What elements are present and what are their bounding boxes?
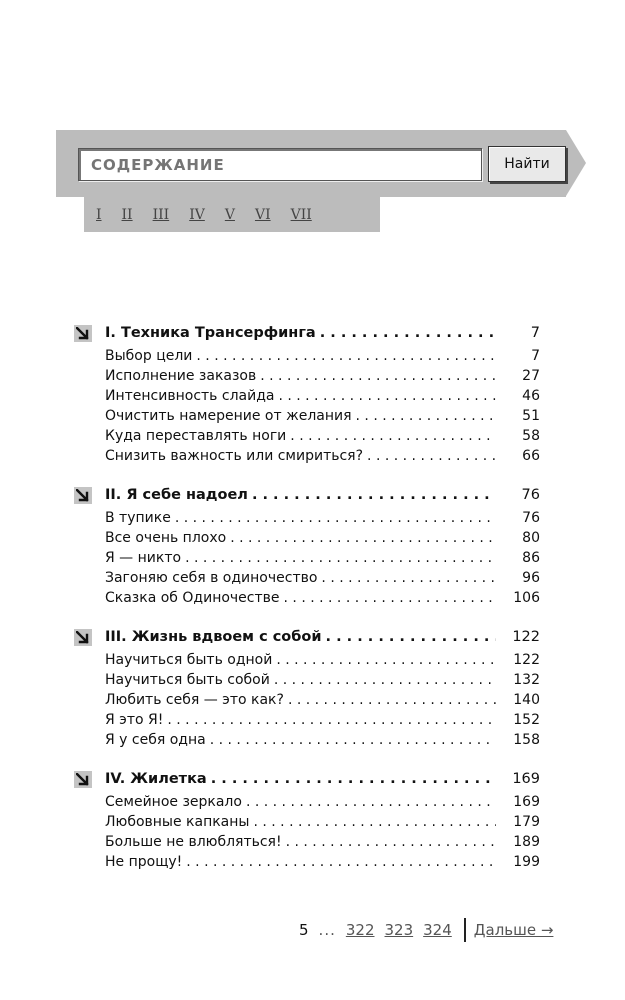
entry-title: Я это Я! xyxy=(105,712,164,728)
entry-title: Куда переставлять ноги xyxy=(105,428,287,444)
chapter-link-3[interactable]: III xyxy=(152,206,170,223)
page-number: 122 xyxy=(512,629,540,645)
leader-dots xyxy=(246,792,496,812)
page-number: 96 xyxy=(522,570,540,586)
toc-entry-row[interactable] xyxy=(72,690,540,710)
page-number: 7 xyxy=(530,325,540,341)
chapter-link-2[interactable]: II xyxy=(121,206,133,223)
entry-title: Выбор цели xyxy=(105,348,193,364)
leader-dots xyxy=(320,322,496,344)
chapter-link-4[interactable]: IV xyxy=(189,206,205,223)
leader-dots xyxy=(230,528,496,548)
leader-dots xyxy=(252,484,496,506)
pagination-ellipsis: ... xyxy=(318,921,336,939)
leader-dots xyxy=(260,366,496,386)
page-number: 86 xyxy=(522,550,540,566)
entry-title: Научиться быть собой xyxy=(105,672,270,688)
arrow-down-right-icon xyxy=(74,771,92,788)
entry-title: Очистить намерение от желания xyxy=(105,408,352,424)
toc-section xyxy=(72,322,540,466)
toc-entry-row[interactable] xyxy=(72,650,540,670)
page-number: 76 xyxy=(521,487,540,503)
toc-entry-row[interactable] xyxy=(72,568,540,588)
toc-entry-row[interactable] xyxy=(72,366,540,386)
page-number: 27 xyxy=(522,368,540,384)
table-of-contents xyxy=(72,322,540,890)
leader-dots xyxy=(290,426,496,446)
leader-dots xyxy=(321,568,496,588)
leader-dots xyxy=(288,690,496,710)
leader-dots xyxy=(175,508,496,528)
entry-title: Исполнение заказов xyxy=(105,368,257,384)
toc-entry-row[interactable] xyxy=(72,406,540,426)
entry-title: Больше не влюбляться! xyxy=(105,834,282,850)
toc-entry-row[interactable] xyxy=(72,508,540,528)
next-page-link[interactable]: Дальше → xyxy=(473,921,554,939)
page-link[interactable]: 324 xyxy=(423,921,452,939)
toc-section xyxy=(72,626,540,750)
toc-entry-row[interactable] xyxy=(72,710,540,730)
toc-entry-row[interactable] xyxy=(72,730,540,750)
leader-dots xyxy=(211,768,496,790)
pagination-divider xyxy=(464,918,466,942)
leader-dots xyxy=(276,650,496,670)
arrow-down-right-icon xyxy=(74,487,92,504)
chapter-nav xyxy=(84,197,380,232)
page-number: 46 xyxy=(522,388,540,404)
leader-dots xyxy=(253,812,496,832)
entry-title: Любить себя — это как? xyxy=(105,692,284,708)
entry-title: Интенсивность слайда xyxy=(105,388,275,404)
entry-title: Я — никто xyxy=(105,550,182,566)
toc-entry-row[interactable] xyxy=(72,588,540,608)
toc-chapter-row[interactable] xyxy=(72,768,540,790)
toc-entry-row[interactable] xyxy=(72,548,540,568)
chapter-title: I. Техника Трансерфинга xyxy=(105,325,316,341)
toc-chapter-row[interactable] xyxy=(72,626,540,648)
leader-dots xyxy=(286,832,496,852)
toc-entry-row[interactable] xyxy=(72,426,540,446)
arrow-down-right-icon xyxy=(74,629,92,646)
entry-title: Загоняю себя в одиночество xyxy=(105,570,318,586)
leader-dots xyxy=(278,386,496,406)
page-link[interactable]: 322 xyxy=(345,921,375,939)
page-number: 122 xyxy=(513,652,540,668)
entry-title: Научиться быть одной xyxy=(105,652,273,668)
banner-arrow-tip xyxy=(566,130,586,196)
page-number: 76 xyxy=(522,510,540,526)
entry-title: В тупике xyxy=(105,510,171,526)
entry-title: Не прощу! xyxy=(105,854,183,870)
toc-entry-row[interactable] xyxy=(72,670,540,690)
entry-title: Я у себя одна xyxy=(105,732,206,748)
toc-entry-row[interactable] xyxy=(72,446,540,466)
leader-dots xyxy=(326,626,496,648)
leader-dots xyxy=(186,852,496,872)
page-number: 169 xyxy=(512,771,540,787)
toc-entry-row[interactable] xyxy=(72,386,540,406)
search-input[interactable] xyxy=(78,148,482,181)
entry-title: Все очень плохо xyxy=(105,530,227,546)
toc-section xyxy=(72,484,540,608)
toc-section xyxy=(72,768,540,872)
entry-title: Снизить важность или смириться? xyxy=(105,448,364,464)
chapter-link-1[interactable]: I xyxy=(96,206,102,223)
page-number: 179 xyxy=(513,814,540,830)
leader-dots xyxy=(274,670,496,690)
search-button[interactable]: Найти xyxy=(488,146,566,182)
toc-chapter-row[interactable] xyxy=(72,484,540,506)
chapter-title: III. Жизнь вдвоем с собой xyxy=(105,629,322,645)
chapter-title: II. Я себе надоел xyxy=(105,487,248,503)
leader-dots xyxy=(167,710,496,730)
toc-entry-row[interactable] xyxy=(72,528,540,548)
entry-title: Сказка об Одиночестве xyxy=(105,590,280,606)
page-number: 58 xyxy=(522,428,540,444)
page-number: 132 xyxy=(513,672,540,688)
page-number: 169 xyxy=(513,794,540,810)
leader-dots xyxy=(367,446,496,466)
leader-dots xyxy=(196,346,496,366)
entry-title: Семейное зеркало xyxy=(105,794,242,810)
leader-dots xyxy=(185,548,496,568)
entry-title: Любовные капканы xyxy=(105,814,250,830)
page-number: 140 xyxy=(513,692,540,708)
page-number: 51 xyxy=(522,408,540,424)
page-link[interactable]: 323 xyxy=(384,921,414,939)
current-page: 5 xyxy=(299,921,309,939)
page-number: 152 xyxy=(513,712,540,728)
arrow-down-right-icon xyxy=(74,325,92,342)
page-number: 189 xyxy=(513,834,540,850)
toc-entry-row[interactable] xyxy=(72,832,540,852)
toc-entry-row[interactable] xyxy=(72,346,540,366)
page-number: 158 xyxy=(513,732,540,748)
chapter-link-7[interactable]: VII xyxy=(290,206,312,223)
chapter-title: IV. Жилетка xyxy=(105,771,207,787)
toc-entry-row[interactable] xyxy=(72,792,540,812)
page-number: 199 xyxy=(513,854,540,870)
toc-entry-row[interactable] xyxy=(72,852,540,872)
leader-dots xyxy=(284,588,496,608)
toc-entry-row[interactable] xyxy=(72,812,540,832)
page-number: 66 xyxy=(522,448,540,464)
leader-dots xyxy=(210,730,496,750)
chapter-link-6[interactable]: VI xyxy=(254,206,271,223)
page-number: 7 xyxy=(531,348,540,364)
leader-dots xyxy=(356,406,496,426)
toc-chapter-row[interactable] xyxy=(72,322,540,344)
chapter-link-5[interactable]: V xyxy=(224,206,235,223)
page-number: 106 xyxy=(513,590,540,606)
page-number: 80 xyxy=(522,530,540,546)
pagination xyxy=(299,918,553,942)
